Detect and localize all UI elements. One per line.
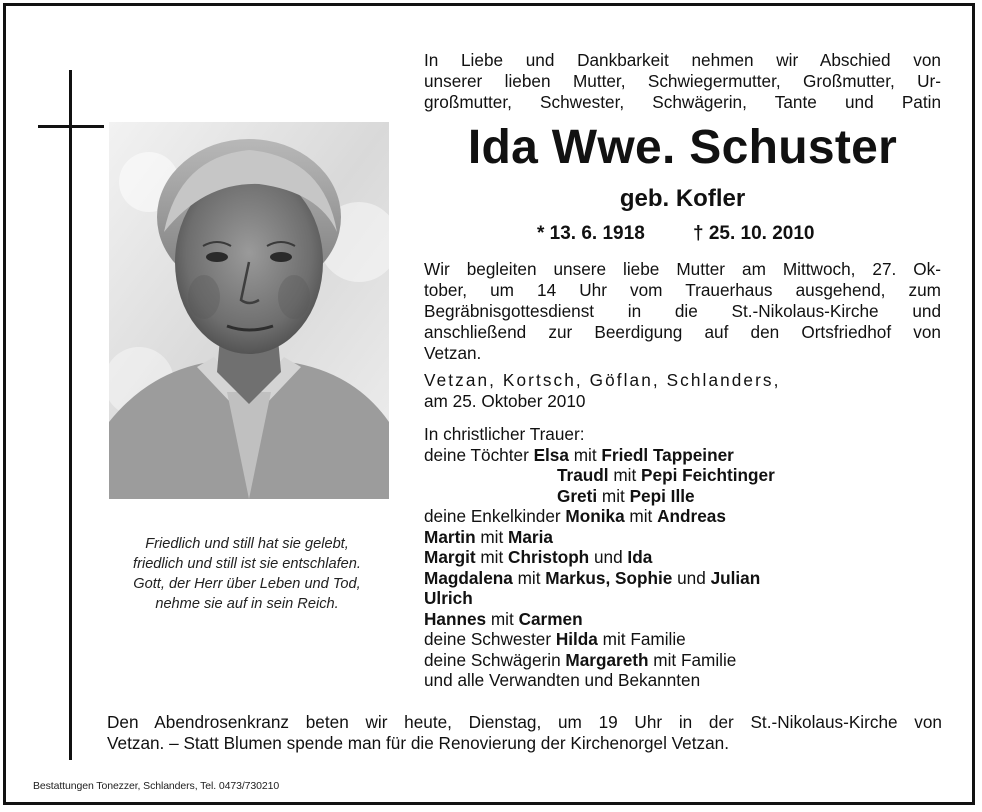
quote-line: Friedlich und still hat sie gelebt, <box>145 536 349 552</box>
relation-text: deine Schwester <box>424 629 556 649</box>
connector-text: mit <box>475 526 509 547</box>
mourner-name: Greti <box>557 485 598 506</box>
intro-paragraph <box>424 50 941 113</box>
connector-text: und <box>672 567 711 588</box>
relation-text: und alle Verwandten und Bekannten <box>424 670 701 690</box>
connector-text: mit <box>624 506 658 526</box>
memorial-quote <box>106 534 388 614</box>
connector-text: mit <box>608 465 642 485</box>
quote-line: nehme sie auf in sein Reich. <box>155 596 339 612</box>
mourner-name: Carmen <box>518 608 583 629</box>
mourner-name: Christoph <box>508 547 590 567</box>
maiden-name: geb. Kofler <box>619 185 746 212</box>
date-line: am 25. Oktober 2010 <box>424 391 586 411</box>
connector-text: und <box>589 547 628 567</box>
mourners-row <box>424 445 775 466</box>
mourners-row <box>424 670 775 691</box>
rosary-line: Vetzan. – Statt Blumen spende man für die Renovierung der Kirchenorgel Vetzan. <box>107 733 729 753</box>
mourner-name: Margit <box>424 547 476 567</box>
funeral-home-footer: Bestattungen Tonezzer, Schlanders, Tel. 0473/730210 <box>33 780 280 792</box>
mourner-name: Pepi Feichtinger <box>641 465 775 485</box>
cross-vertical-bar <box>69 70 72 760</box>
birth-date: * 13. 6. 1918 <box>537 223 645 244</box>
mourners-heading: In christlicher Trauer: <box>424 424 585 444</box>
relation-text: deine Schwägerin <box>424 649 566 670</box>
quote-line: Gott, der Herr über Leben und Tod, <box>133 576 361 592</box>
mourners-row <box>424 650 775 671</box>
mourners-row <box>424 486 775 507</box>
funeral-line: anschließend zur Beerdigung auf den Ortsfriedhof von <box>424 322 941 342</box>
place-and-date <box>424 370 780 412</box>
intro-line: unserer lieben Mutter, Schwiegermutter, Großmutter, Ur- <box>424 71 941 91</box>
mourners-row <box>424 568 775 589</box>
mourner-name: Elsa <box>533 444 569 465</box>
connector-text: mit <box>486 608 519 629</box>
connector-text: mit <box>475 547 509 567</box>
connector-text: mit Familie <box>597 629 686 649</box>
mourner-name: Maria <box>508 526 553 547</box>
places-line: Vetzan, Kortsch, Göflan, Schlanders, <box>424 370 781 390</box>
connector-text: mit <box>512 567 546 588</box>
funeral-line: tober, um 14 Uhr vom Trauerhaus ausgehend, zum <box>424 280 941 300</box>
mourner-name: Hannes <box>424 608 487 629</box>
mourners-row <box>424 588 775 609</box>
mourner-name: Magdalena <box>424 567 513 588</box>
intro-line: großmutter, Schwester, Schwägerin, Tante und Patin <box>424 92 941 112</box>
mourners-row <box>424 465 775 486</box>
quote-line: friedlich und still ist sie entschlafen. <box>133 556 361 572</box>
mourners-row <box>424 547 775 568</box>
rosary-line: Den Abendrosenkranz beten wir heute, Dienstag, um 19 Uhr in der St.-Nikolaus-Kirche von <box>107 712 942 732</box>
connector-text: mit <box>568 444 602 465</box>
mourner-name: Hilda <box>555 629 598 649</box>
funeral-line: Wir begleiten unsere liebe Mutter am Mittwoch, 27. Ok- <box>424 259 941 279</box>
mourner-name: Andreas <box>657 506 726 526</box>
funeral-line: Vetzan. <box>424 343 482 363</box>
intro-line: In Liebe und Dankbarkeit nehmen wir Abschied von <box>424 50 941 70</box>
cross-horizontal-bar <box>38 125 104 128</box>
relation-text: deine Töchter <box>424 444 534 465</box>
connector-text: mit <box>597 485 630 506</box>
mourner-name: Pepi Ille <box>629 485 695 506</box>
death-date: † 25. 10. 2010 <box>693 223 815 244</box>
mourner-name: Traudl <box>557 465 609 485</box>
funeral-paragraph <box>424 259 941 364</box>
mourner-name: Ida <box>627 547 653 567</box>
mourner-name: Monika <box>565 506 625 526</box>
mourners-row <box>424 506 775 527</box>
mourners-row <box>424 629 775 650</box>
mourner-name: Ulrich <box>424 588 473 608</box>
mourner-name: Margareth <box>565 649 649 670</box>
mourner-name: Martin <box>424 526 476 547</box>
portrait-photo <box>109 122 389 499</box>
mourner-name: Friedl Tappeiner <box>601 444 734 465</box>
connector-text: mit Familie <box>648 649 737 670</box>
mourners-row <box>424 527 775 548</box>
deceased-name: Ida Wwe. Schuster <box>467 121 898 174</box>
funeral-line: Begräbnisgottesdienst in die St.-Nikolaus-Kirche und <box>424 301 941 321</box>
mourner-name: Markus, Sophie <box>545 567 673 588</box>
rosary-paragraph <box>107 712 942 754</box>
mourner-name: Julian <box>710 567 761 588</box>
relation-text: deine Enkelkinder <box>424 506 566 526</box>
mourners-list <box>424 424 775 691</box>
mourners-row <box>424 609 775 630</box>
